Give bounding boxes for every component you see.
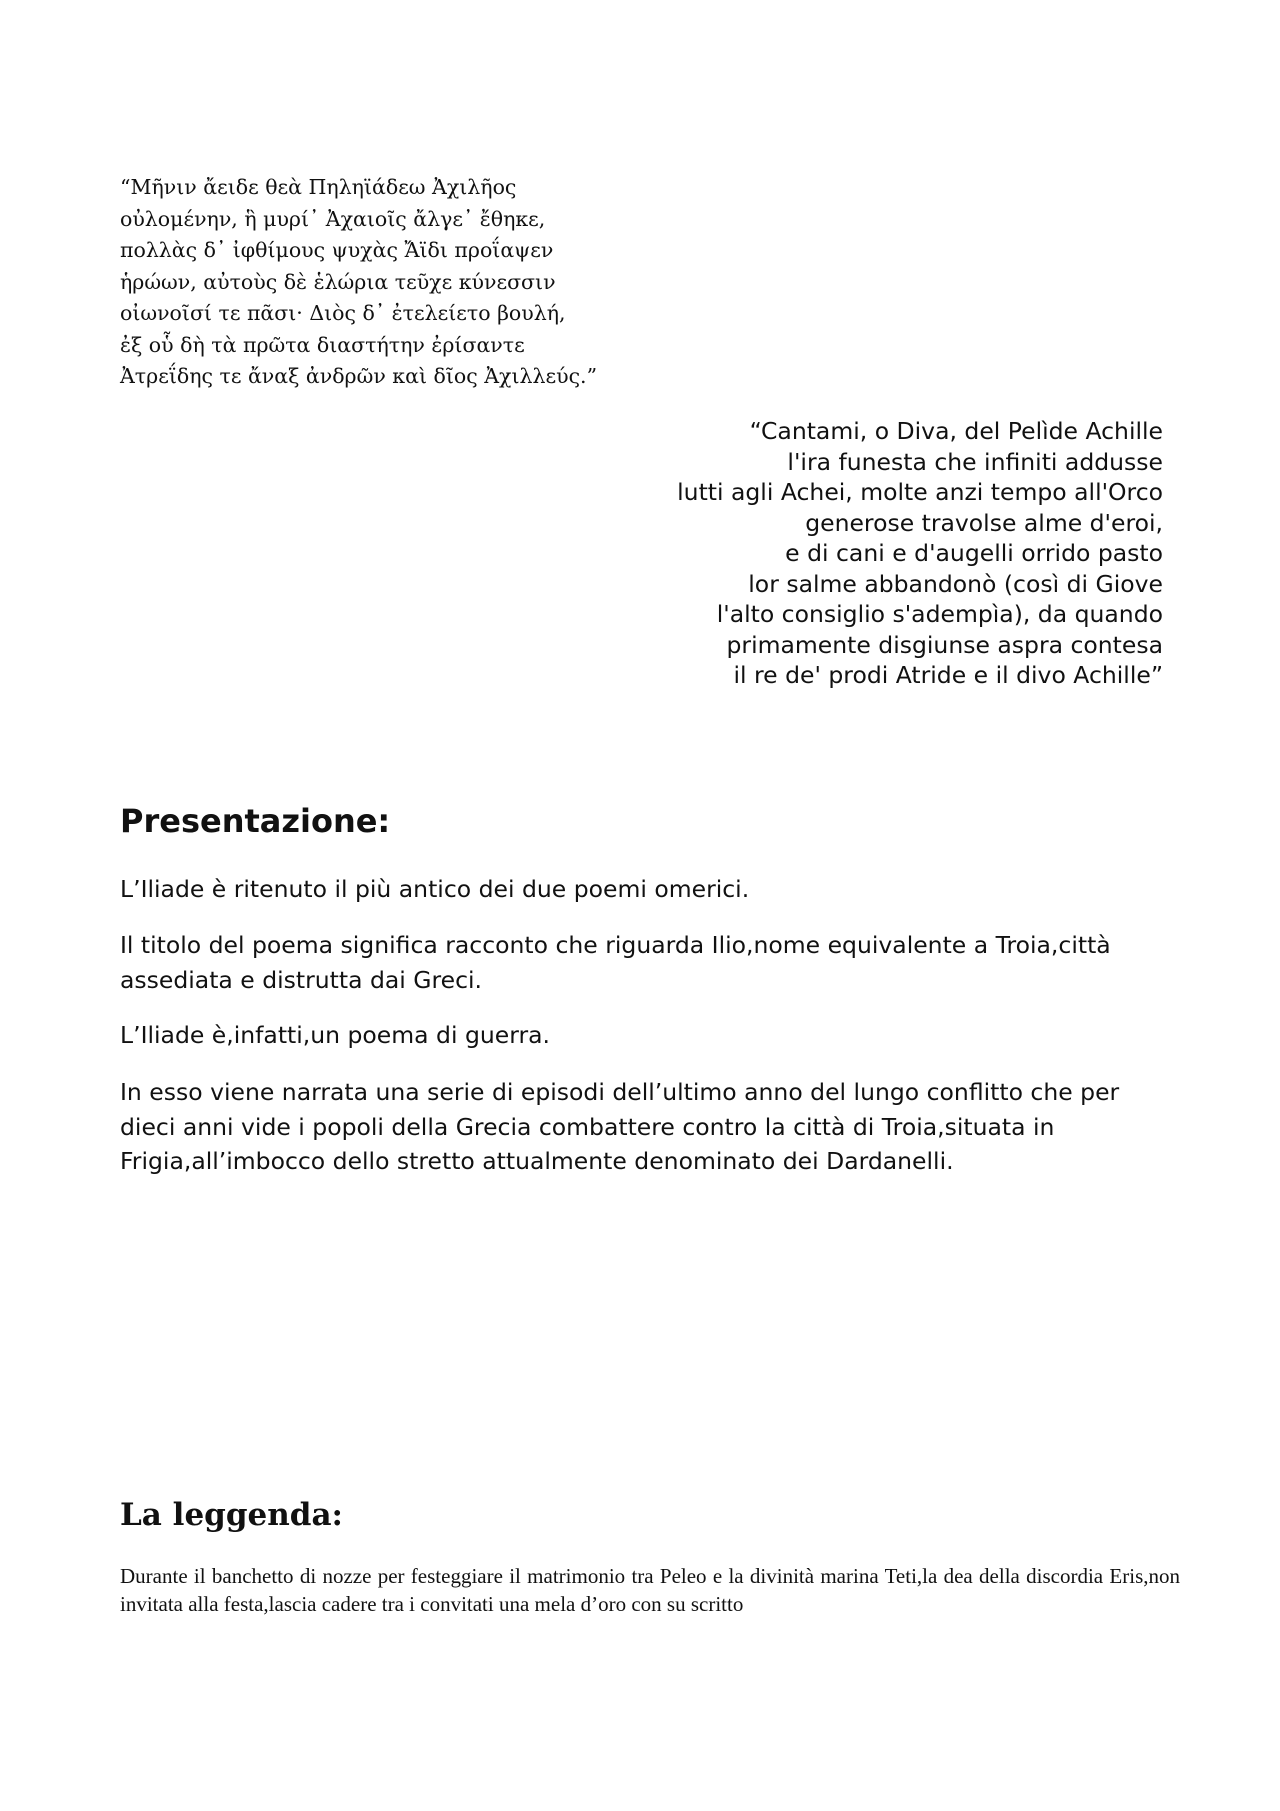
leggenda-heading: La leggenda: [120, 1497, 343, 1533]
presentazione-paragraph: Il titolo del poema significa racconto che riguarda Ilio,nome equivalente a Troia,città assediata e distrutta dai Greci. [120, 931, 1111, 994]
greek-verse: “Μῆνιν ἄειδε θεὰ Πηληϊάδεω Ἀχιλῆος [120, 175, 517, 199]
presentazione-paragraph: L’Iliade è ritenuto il più antico dei due poemi omerici. [120, 875, 750, 903]
greek-verse: ἡρώων, αὐτοὺς δὲ ἑλώρια τεῦχε κύνεσσιν [120, 269, 556, 294]
greek-verse: Ἀτρεΐδης τε ἄναξ ἀνδρῶν καὶ δῖος Ἀχιλλεύς.” [120, 364, 598, 388]
greek-verse: πολλὰς δ᾽ ἰφθίμους ψυχὰς Ἄϊδι προΐαψεν [120, 238, 554, 262]
greek-verse: οὐλομένην, ἣ μυρί᾽ Ἀχαιοῖς ἄλγε᾽ ἔθηκε, [120, 206, 546, 231]
italian-verse: lutti agli Achei, molte anzi tempo all'Orco [677, 478, 1163, 506]
presentazione-paragraph: L’Iliade è,infatti,un poema di guerra. [120, 1021, 550, 1049]
italian-verse: “Cantami, o Diva, del Pelìde Achille [749, 417, 1163, 445]
italian-verse: generose travolse alme d'eroi, [805, 508, 1163, 537]
italian-verse: l'ira funesta che infiniti addusse [787, 447, 1163, 476]
italian-verse: e di cani e d'augelli orrido pasto [785, 539, 1163, 567]
italian-verse: primamente disgiunse aspra contesa [726, 630, 1163, 659]
greek-proem [120, 172, 597, 393]
presentazione-paragraph: In esso viene narrata una serie di episodi dell’ultimo anno del lungo conflitto che per dieci anni vide i popoli della Grecia combattere contro la città di Troia,situata in Frigia,all’imbocco dello stretto attualmente denominato dei Dardanelli. [120, 1078, 1120, 1175]
greek-verse: ἐξ οὗ δὴ τὰ πρῶτα διαστήτην ἐρίσαντε [120, 332, 525, 357]
italian-verse: lor salme abbandonò (così di Giove [748, 569, 1163, 598]
leggenda-paragraph: Durante il banchetto di nozze per festeggiare il matrimonio tra Peleo e la divinità marina Teti,la dea della discordia Eris,non invitata alla festa,lascia cadere tra i convitati una mela d’oro con su scritto [120, 1564, 1180, 1616]
presentazione-heading: Presentazione: [120, 802, 391, 840]
italian-verse: l'alto consiglio s'adempìa), da quando [716, 600, 1163, 628]
italian-verse: il re de' prodi Atride e il divo Achille” [733, 661, 1163, 689]
greek-verse: οἰωνοῖσί τε πᾶσι· Διὸς δ᾽ ἐτελείετο βουλή, [120, 301, 566, 325]
italian-translation [677, 416, 1163, 691]
